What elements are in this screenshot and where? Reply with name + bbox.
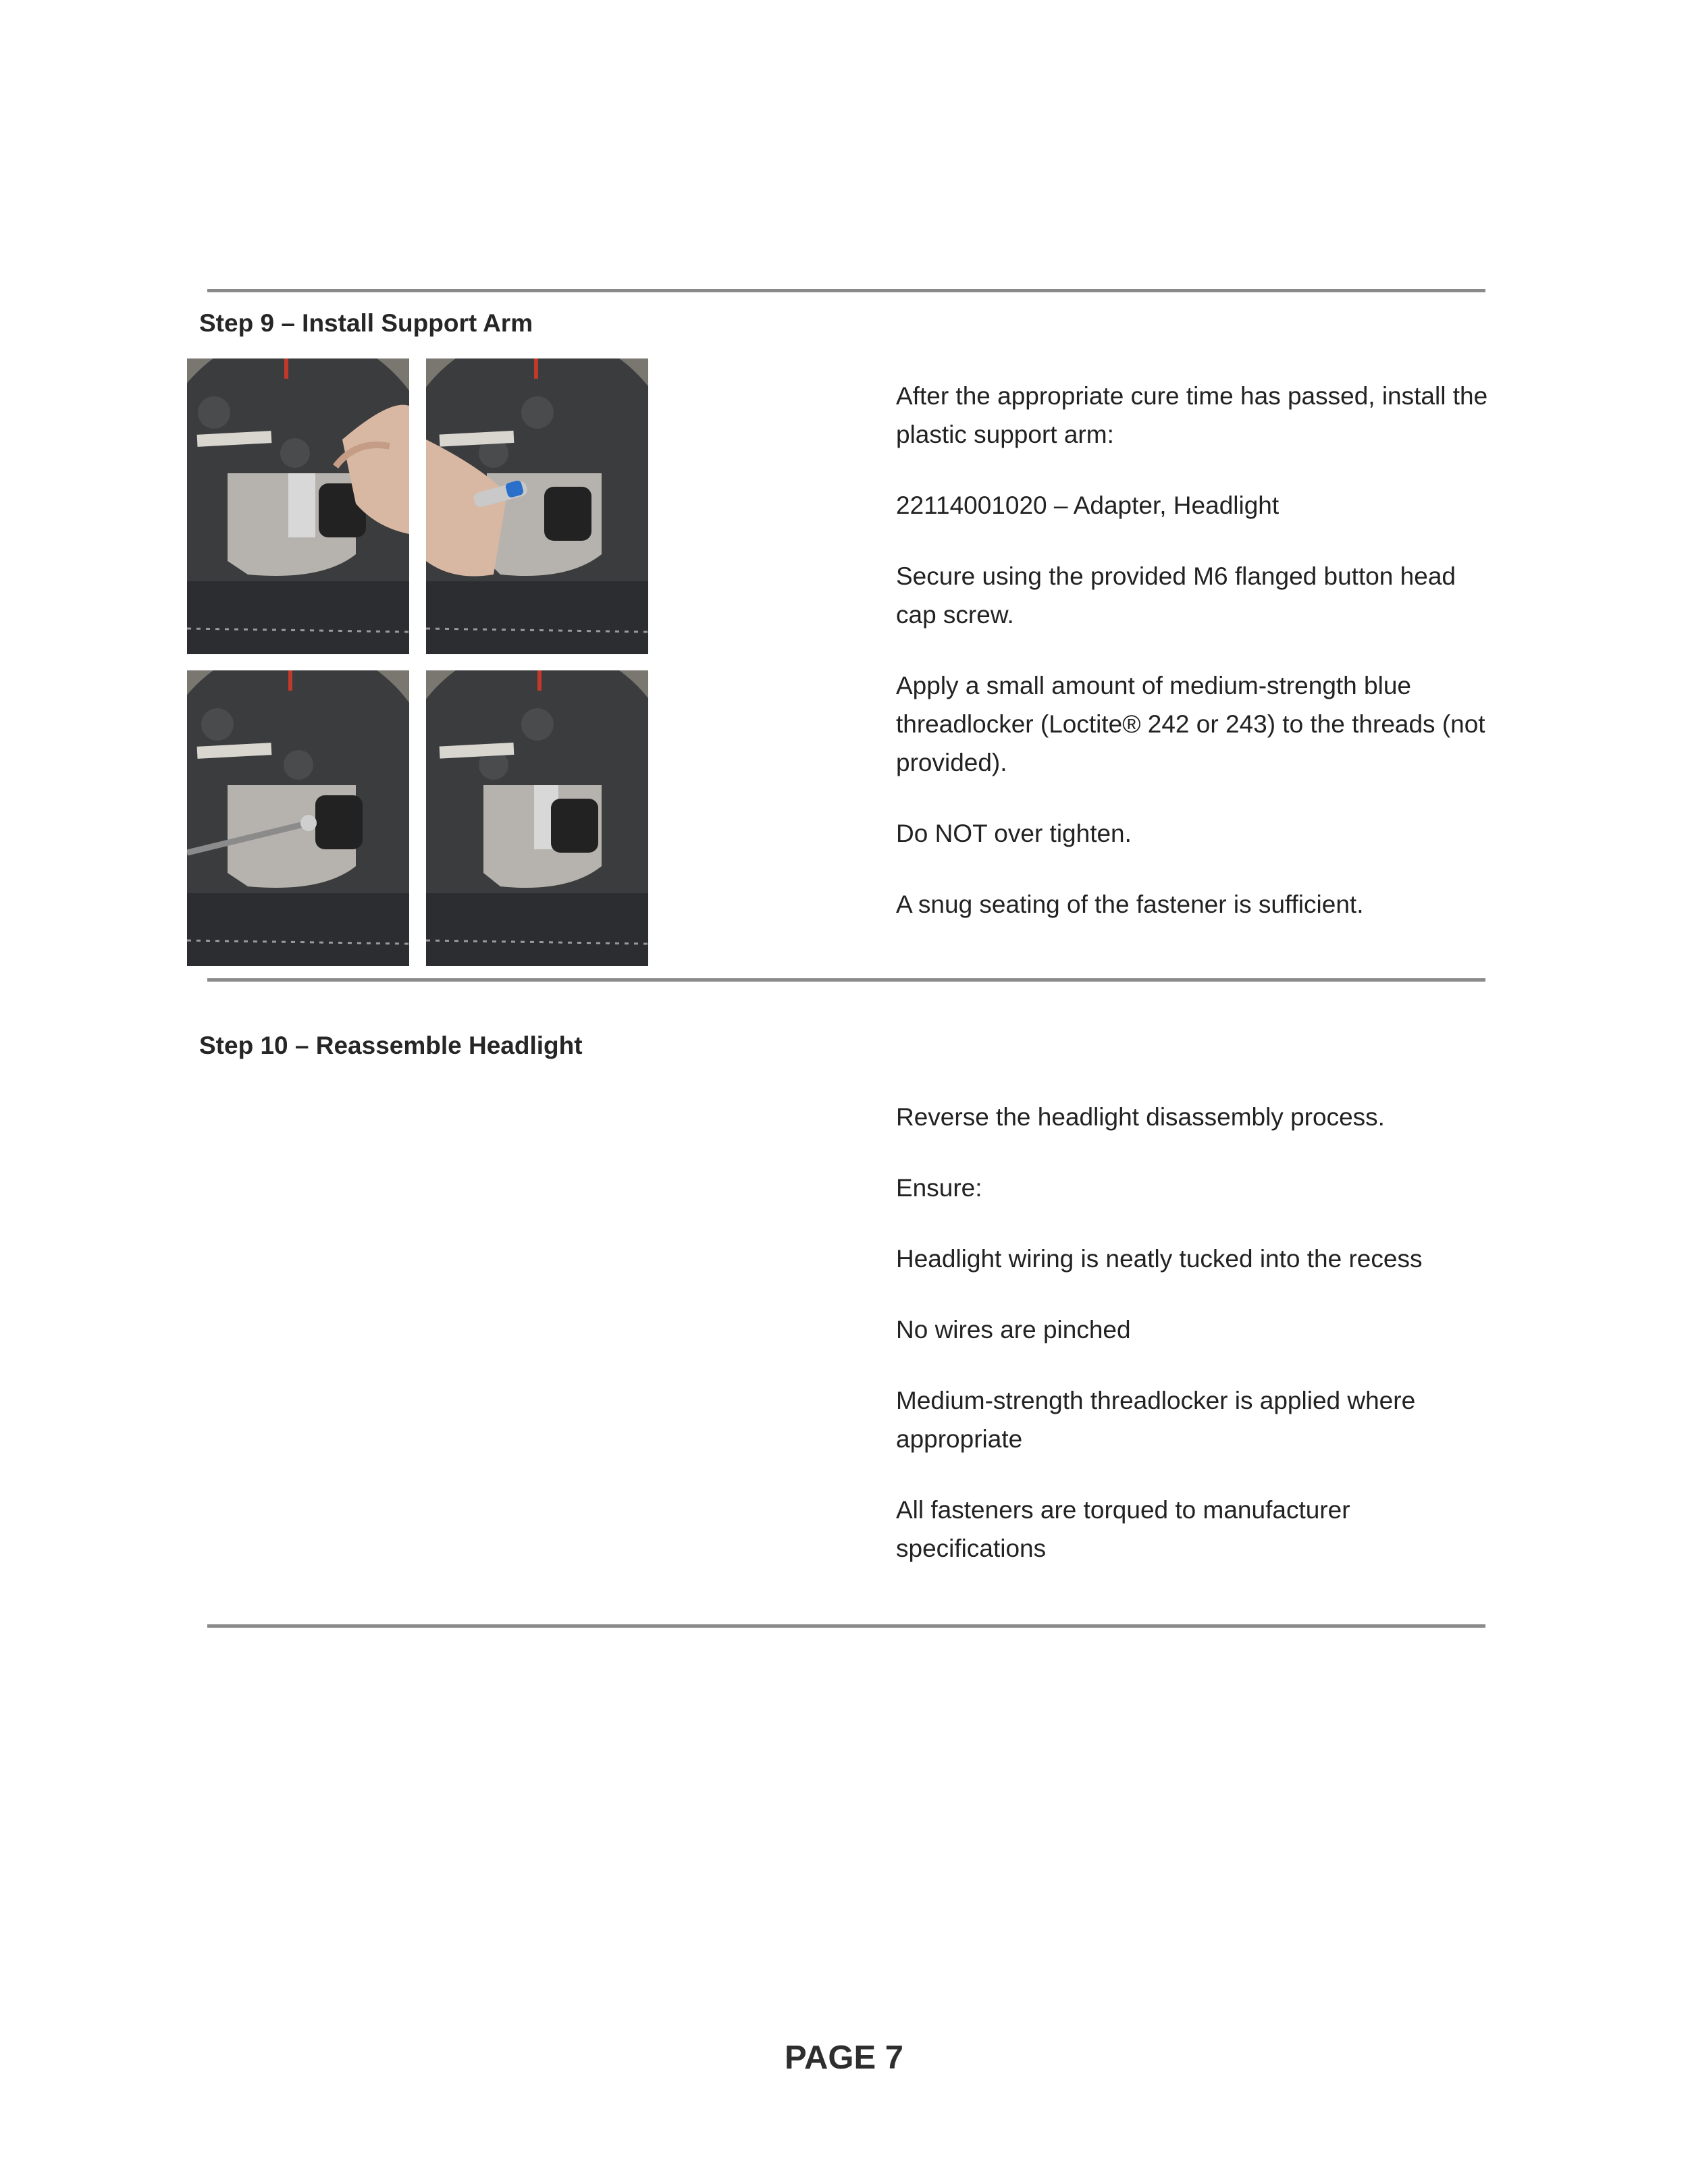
step-10-instructions bbox=[896, 1098, 1490, 1600]
step-10-paragraph: Medium-strength threadlocker is applied where appropriate bbox=[896, 1387, 1416, 1453]
step-10-paragraph: No wires are pinched bbox=[896, 1316, 1131, 1343]
section-divider-top bbox=[207, 289, 1485, 292]
step-10-paragraph: All fasteners are torqued to manufacturer specifications bbox=[896, 1496, 1350, 1562]
step-9-instructions bbox=[896, 377, 1490, 956]
section-divider-bottom bbox=[207, 1624, 1485, 1628]
section-divider-middle bbox=[207, 978, 1485, 982]
step-9-paragraph: 22114001020 – Adapter, Headlight bbox=[896, 491, 1280, 519]
photo-screwdriver-tightening bbox=[187, 670, 409, 966]
page-number: PAGE 7 bbox=[784, 2040, 904, 2076]
photo-screw-insertion bbox=[426, 358, 648, 654]
step-9-paragraph: Apply a small amount of medium-strength blue threadlocker (Loctite® 242 or 243) to the threads (not provided). bbox=[896, 672, 1485, 776]
step-10-paragraph: Reverse the headlight disassembly process. bbox=[896, 1103, 1385, 1131]
step-10-title: Step 10 – Reassemble Headlight bbox=[199, 1032, 583, 1059]
step-9-paragraph: A snug seating of the fastener is sufficient. bbox=[896, 890, 1364, 918]
step-9-title: Step 9 – Install Support Arm bbox=[199, 309, 533, 337]
photo-hand-positioning-arm bbox=[187, 358, 409, 654]
step-10-paragraph: Ensure: bbox=[896, 1174, 982, 1202]
step-9-paragraph: Do NOT over tighten. bbox=[896, 820, 1132, 847]
step-10-paragraph: Headlight wiring is neatly tucked into the recess bbox=[896, 1245, 1423, 1273]
step-9-paragraph: After the appropriate cure time has passed, install the plastic support arm: bbox=[896, 382, 1488, 448]
photo-arm-installed bbox=[426, 670, 648, 966]
step-9-paragraph: Secure using the provided M6 flanged button head cap screw. bbox=[896, 562, 1456, 629]
